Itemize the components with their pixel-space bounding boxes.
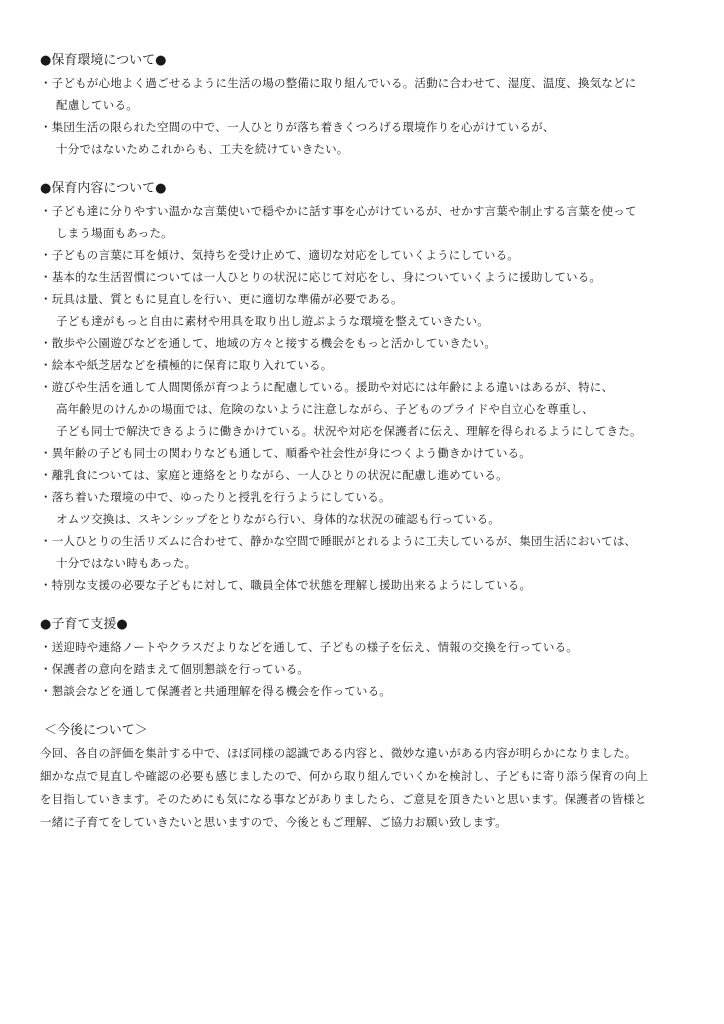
paragraph-line: 細かな点で見直しや確認の必要も感じましたので、何から取り組んでいくかを検討し、子どもに寄り添う保育の向上 bbox=[40, 769, 649, 783]
document-body bbox=[40, 50, 690, 852]
text-line: ・特別な支援の必要な子どもに対して、職員全体で状態を理解し援助出来るようにしている。 bbox=[40, 578, 532, 592]
text-line: しまう場面もあった。 bbox=[56, 226, 173, 240]
text-line: 子ども達がもっと自由に素材や用具を取り出し遊ぶような環境を整えていきたい。 bbox=[56, 314, 489, 328]
text-line: ・子ども達に分りやすい温かな言葉使いで穏やかに話す事を心がけているが、せかす言葉や制止する言葉を使って bbox=[40, 204, 637, 218]
text-line: ・離乳食については、家庭と連絡をとりながら、一人ひとりの状況に配慮し進めている。 bbox=[40, 468, 508, 482]
text-line: ・玩具は量、質ともに見直しを行い、更に適切な準備が必要である。 bbox=[40, 292, 403, 306]
section-heading: ●子育て支援● bbox=[40, 617, 128, 632]
text-line: 十分ではない時もあった。 bbox=[56, 556, 197, 570]
section-heading: ●保育内容について● bbox=[40, 181, 167, 196]
text-line: ・落ち着いた環境の中で、ゆったりと授乳を行うようにしている。 bbox=[40, 490, 391, 504]
text-line: 配慮している。 bbox=[56, 98, 138, 112]
text-line: ・送迎時や連絡ノートやクラスだよりなどを通して、子どもの様子を伝え、情報の交換を行っている。 bbox=[40, 640, 578, 654]
text-line: ・異年齢の子ども同士の関わりなども通して、順番や社会性が身につくよう働きかけている。 bbox=[40, 446, 531, 460]
section-future bbox=[40, 720, 690, 834]
text-line: ・遊びや生活を通して人間関係が育つように配慮している。援助や対応には年齢による違いはあるが、特に、 bbox=[40, 380, 614, 394]
text-line: ・子どもが心地よく過ごせるように生活の場の整備に取り組んでいる。活動に合わせて、湿度、温度、換気などに bbox=[40, 76, 637, 90]
text-line: ・集団生活の限られた空間の中で、一人ひとりが落ち着きくつろげる環境作りを心がけているが、 bbox=[40, 120, 555, 134]
text-line: ・散歩や公園遊びなどを通して、地域の方々と接する機会をもっと活かしていきたい。 bbox=[40, 336, 497, 350]
paragraph-line: 今回、各自の評価を集計する中で、ほぼ同様の認識である内容と、微妙な違いがある内容が明らかになりました。 bbox=[40, 746, 637, 760]
text-line: オムツ交換は、スキンシップをとりながら行い、身体的な状況の確認も行っている。 bbox=[56, 512, 500, 526]
text-line: ・子どもの言葉に耳を傾け、気持ちを受け止めて、適切な対応をしていくようにしている。 bbox=[40, 248, 520, 262]
section-support bbox=[40, 614, 690, 702]
text-line: ・基本的な生活習慣については一人ひとりの状況に応じて対応をし、身についていくように援助している。 bbox=[40, 270, 602, 284]
section-heading: ●保育環境について● bbox=[40, 53, 167, 68]
section-content bbox=[40, 178, 690, 596]
text-line: 子ども同士で解決できるように働きかけている。状況や対応を保護者に伝え、理解を得られるようにしてきた。 bbox=[56, 424, 642, 438]
text-line: 十分ではないためこれからも、工夫を続けていきたい。 bbox=[56, 142, 349, 156]
paragraph-line: を目指していきます。そのためにも気になる事などがありましたら、ご意見を頂きたいと思います。保護者の皆様と bbox=[40, 792, 647, 806]
text-line: ・絵本や紙芝居などを積極的に保育に取り入れている。 bbox=[40, 358, 333, 372]
paragraph-line: 一緒に子育てをしていきたいと思いますので、今後ともご理解、ご協力お願い致します。 bbox=[40, 815, 507, 829]
text-line: ・保護者の意向を踏まえて個別懇談を行っている。 bbox=[40, 662, 310, 676]
future-heading: ＜今後について＞ bbox=[44, 723, 148, 738]
text-line: 高年齢児のけんかの場面では、危険のないように注意しながら、子どものプライドや自立心を尊重し、 bbox=[56, 402, 594, 416]
text-line: ・一人ひとりの生活リズムに合わせて、静かな空間で睡眠がとれるように工夫しているが、集団生活においては、 bbox=[40, 534, 637, 548]
text-line: ・懇談会などを通して保護者と共通理解を得る機会を作っている。 bbox=[40, 684, 391, 698]
section-environment bbox=[40, 50, 690, 160]
